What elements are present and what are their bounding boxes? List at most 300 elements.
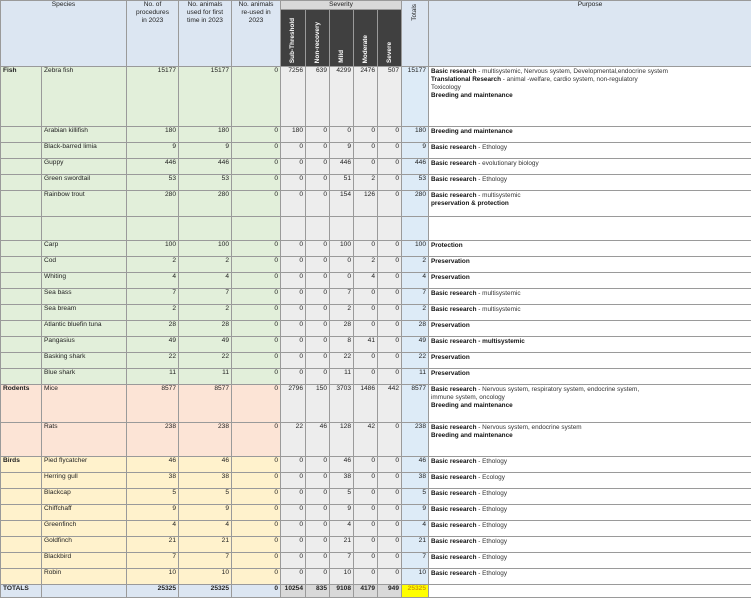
mild-cell: 154	[330, 191, 354, 217]
mild-cell: 446	[330, 159, 354, 175]
total-cell: 4	[402, 521, 429, 537]
total-cell: 53	[402, 175, 429, 191]
total-cell: 280	[402, 191, 429, 217]
moderate-cell: 0	[354, 305, 378, 321]
procedures-cell: 11	[127, 369, 179, 385]
purpose-lead: Basic research	[431, 68, 476, 75]
category-cell-empty	[1, 321, 42, 337]
sub-threshold-cell: 0	[281, 257, 306, 273]
severe-cell: 0	[378, 473, 402, 489]
non-recovery-cell: 0	[306, 569, 330, 585]
procedures-cell: 5	[127, 489, 179, 505]
category-cell-empty	[1, 353, 42, 369]
purpose-lead: Basic research	[431, 538, 476, 545]
total-cell: 446	[402, 159, 429, 175]
mild-cell: 2	[330, 305, 354, 321]
severe-cell: 0	[378, 505, 402, 521]
sub-threshold-cell: 0	[281, 337, 306, 353]
table-row	[1, 353, 751, 369]
purpose-cell	[429, 191, 751, 217]
total-cell: 15177	[402, 67, 429, 127]
species-cell: Black-barred limia	[42, 143, 127, 159]
purpose-cell	[429, 521, 751, 537]
purpose-line	[431, 424, 749, 432]
category-cell-empty	[1, 569, 42, 585]
purpose-detail: - Ethology	[476, 458, 507, 465]
purpose-lead: Basic research	[431, 490, 476, 497]
moderate-cell: 42	[354, 423, 378, 457]
purpose-lead: Preservation	[431, 322, 470, 329]
purpose-lead: Breeding and maintenance	[431, 128, 513, 135]
sub-threshold-cell: 0	[281, 143, 306, 159]
table-row	[1, 241, 751, 257]
sub-threshold-cell: 0	[281, 159, 306, 175]
mild-cell: 46	[330, 457, 354, 473]
purpose-lead: Basic research	[431, 424, 476, 431]
total-cell: 238	[402, 423, 429, 457]
category-cell-empty	[1, 553, 42, 569]
purpose-line	[431, 490, 749, 498]
purpose-detail: - multisystemic	[476, 306, 520, 313]
severe-cell: 0	[378, 353, 402, 369]
moderate-cell: 0	[354, 553, 378, 569]
moderate-cell: 0	[354, 369, 378, 385]
category-cell: Fish	[1, 67, 42, 127]
purpose-lead: Basic research	[431, 522, 476, 529]
first-time-cell: 2	[179, 305, 232, 321]
species-cell: Cod	[42, 257, 127, 273]
procedures-cell: 22	[127, 353, 179, 369]
reused-cell: 0	[232, 537, 281, 553]
purpose-cell	[429, 385, 751, 423]
table-row	[1, 553, 751, 569]
first-time-cell: 7	[179, 553, 232, 569]
non-recovery-cell	[306, 217, 330, 241]
non-recovery-cell: 0	[306, 321, 330, 337]
totals-non-recovery: 835	[306, 585, 330, 598]
purpose-cell	[429, 159, 751, 175]
purpose-cell	[429, 569, 751, 585]
severe-cell: 0	[378, 457, 402, 473]
non-recovery-cell: 0	[306, 257, 330, 273]
total-cell: 9	[402, 505, 429, 521]
mild-cell: 8	[330, 337, 354, 353]
non-recovery-cell: 0	[306, 337, 330, 353]
sub-threshold-cell	[281, 217, 306, 241]
sub-threshold-cell: 0	[281, 289, 306, 305]
purpose-line	[431, 200, 749, 208]
mild-cell: 0	[330, 273, 354, 289]
purpose-detail: - animal -welfare, cardio system, non-regulatory	[501, 76, 638, 83]
sub-threshold-cell: 0	[281, 353, 306, 369]
category-cell-empty	[1, 217, 42, 241]
moderate-cell: 2	[354, 175, 378, 191]
moderate-cell: 0	[354, 143, 378, 159]
moderate-cell: 2	[354, 257, 378, 273]
sub-threshold-cell: 0	[281, 321, 306, 337]
non-recovery-cell: 46	[306, 423, 330, 457]
mild-cell: 5	[330, 489, 354, 505]
sub-threshold-cell: 22	[281, 423, 306, 457]
purpose-detail: - multisystemic	[476, 290, 520, 297]
species-cell	[42, 217, 127, 241]
species-cell: Blue shark	[42, 369, 127, 385]
procedures-cell: 180	[127, 127, 179, 143]
severe-cell: 0	[378, 521, 402, 537]
purpose-header: Purpose	[429, 1, 751, 67]
species-cell: Arabian killifish	[42, 127, 127, 143]
species-cell: Atlantic bluefin tuna	[42, 321, 127, 337]
totals-grand-total: 25325	[402, 585, 429, 598]
total-cell: 180	[402, 127, 429, 143]
first-time-cell: 10	[179, 569, 232, 585]
first-time-cell: 21	[179, 537, 232, 553]
purpose-detail: - Ethology	[476, 506, 507, 513]
mild-cell: 4	[330, 521, 354, 537]
first-time-cell: 2	[179, 257, 232, 273]
first-time-cell: 9	[179, 505, 232, 521]
reused-cell: 0	[232, 127, 281, 143]
species-cell: Zebra fish	[42, 67, 127, 127]
procedures-cell: 446	[127, 159, 179, 175]
sub-threshold-cell: 0	[281, 273, 306, 289]
purpose-lead: Basic research	[431, 306, 476, 313]
reused-cell: 0	[232, 175, 281, 191]
moderate-cell: 4	[354, 273, 378, 289]
table-row	[1, 127, 751, 143]
category-cell-empty	[1, 537, 42, 553]
procedures-cell: 49	[127, 337, 179, 353]
non-recovery-cell: 0	[306, 305, 330, 321]
first-time-header: No. animals used for first time in 2023	[179, 1, 232, 67]
purpose-line	[431, 538, 749, 546]
purpose-cell	[429, 473, 751, 489]
moderate-cell: 0	[354, 473, 378, 489]
table-row	[1, 305, 751, 321]
procedures-cell: 2	[127, 257, 179, 273]
totals-sub-threshold: 10254	[281, 585, 306, 598]
category-cell-empty	[1, 143, 42, 159]
totals-procedures: 25325	[127, 585, 179, 598]
purpose-line	[431, 474, 749, 482]
mild-cell: 38	[330, 473, 354, 489]
non-recovery-cell: 0	[306, 353, 330, 369]
species-cell: Basking shark	[42, 353, 127, 369]
reused-cell: 0	[232, 305, 281, 321]
reused-cell: 0	[232, 505, 281, 521]
procedures-cell: 4	[127, 521, 179, 537]
purpose-cell	[429, 257, 751, 273]
purpose-line	[431, 68, 749, 76]
purpose-line	[431, 570, 749, 578]
non-recovery-cell: 0	[306, 537, 330, 553]
purpose-detail: - Nervous system, respiratory system, endocrine system,	[476, 386, 639, 393]
mild-cell: 10	[330, 569, 354, 585]
header-row	[1, 1, 751, 10]
first-time-cell: 15177	[179, 67, 232, 127]
severe-header: Severe	[378, 10, 402, 67]
procedures-cell: 280	[127, 191, 179, 217]
species-cell: Rats	[42, 423, 127, 457]
sub-threshold-cell: 0	[281, 537, 306, 553]
species-cell: Pied flycatcher	[42, 457, 127, 473]
species-cell: Sea bream	[42, 305, 127, 321]
procedures-cell: 38	[127, 473, 179, 489]
first-time-cell: 446	[179, 159, 232, 175]
table-row	[1, 337, 751, 353]
first-time-cell: 9	[179, 143, 232, 159]
reused-cell: 0	[232, 67, 281, 127]
category-cell-empty	[1, 489, 42, 505]
purpose-detail: - Ethology	[476, 176, 507, 183]
sub-threshold-cell: 0	[281, 473, 306, 489]
mild-cell: 7	[330, 289, 354, 305]
procedures-cell: 10	[127, 569, 179, 585]
severe-cell: 0	[378, 143, 402, 159]
total-cell: 28	[402, 321, 429, 337]
non-recovery-cell: 0	[306, 369, 330, 385]
non-recovery-cell: 0	[306, 289, 330, 305]
species-cell: Blackbird	[42, 553, 127, 569]
moderate-cell: 0	[354, 457, 378, 473]
purpose-lead: Breeding and maintenance	[431, 402, 513, 409]
reused-cell	[232, 217, 281, 241]
purpose-detail: - Ethology	[476, 554, 507, 561]
category-cell-empty	[1, 191, 42, 217]
category-cell-empty	[1, 369, 42, 385]
purpose-cell	[429, 143, 751, 159]
reused-cell: 0	[232, 457, 281, 473]
purpose-cell	[429, 289, 751, 305]
table-row	[1, 273, 751, 289]
species-cell: Blackcap	[42, 489, 127, 505]
moderate-cell: 0	[354, 521, 378, 537]
total-cell: 7	[402, 289, 429, 305]
first-time-cell: 46	[179, 457, 232, 473]
sub-threshold-cell: 0	[281, 175, 306, 191]
purpose-lead: Basic research	[431, 176, 476, 183]
mild-cell: 21	[330, 537, 354, 553]
first-time-cell: 4	[179, 521, 232, 537]
species-cell: Sea bass	[42, 289, 127, 305]
non-recovery-cell: 639	[306, 67, 330, 127]
moderate-cell: 0	[354, 489, 378, 505]
total-cell: 22	[402, 353, 429, 369]
non-recovery-cell: 0	[306, 143, 330, 159]
purpose-cell	[429, 337, 751, 353]
non-recovery-cell: 0	[306, 521, 330, 537]
reused-cell: 0	[232, 337, 281, 353]
category-cell-empty	[1, 273, 42, 289]
procedures-cell: 8577	[127, 385, 179, 423]
mild-header: Mild	[330, 10, 354, 67]
reused-cell: 0	[232, 423, 281, 457]
total-cell: 49	[402, 337, 429, 353]
sub-threshold-cell: 0	[281, 305, 306, 321]
reused-cell: 0	[232, 273, 281, 289]
severe-cell: 507	[378, 67, 402, 127]
purpose-cell	[429, 321, 751, 337]
table-row	[1, 257, 751, 273]
purpose-cell	[429, 175, 751, 191]
purpose-lead: Basic research	[431, 554, 476, 561]
purpose-cell	[429, 505, 751, 521]
mild-cell: 100	[330, 241, 354, 257]
moderate-cell: 0	[354, 159, 378, 175]
category-cell-empty	[1, 473, 42, 489]
procedures-cell: 15177	[127, 67, 179, 127]
severe-cell: 0	[378, 127, 402, 143]
species-cell: Greenfinch	[42, 521, 127, 537]
totals-row	[1, 585, 751, 598]
category-cell-empty	[1, 505, 42, 521]
first-time-cell: 180	[179, 127, 232, 143]
moderate-cell: 0	[354, 537, 378, 553]
purpose-cell	[429, 273, 751, 289]
species-cell: Whiting	[42, 273, 127, 289]
category-cell-empty	[1, 175, 42, 191]
totals-purpose-blank	[429, 585, 751, 598]
reused-cell: 0	[232, 191, 281, 217]
sub-threshold-cell: 2796	[281, 385, 306, 423]
purpose-line	[431, 192, 749, 200]
purpose-lead: Preservation	[431, 370, 470, 377]
totals-severe: 949	[378, 585, 402, 598]
reused-cell: 0	[232, 289, 281, 305]
purpose-lead: Breeding and maintenance	[431, 432, 513, 439]
severe-cell: 0	[378, 305, 402, 321]
category-cell-empty	[1, 127, 42, 143]
purpose-cell	[429, 241, 751, 257]
total-cell	[402, 217, 429, 241]
first-time-cell: 11	[179, 369, 232, 385]
category-cell-empty	[1, 241, 42, 257]
moderate-cell: 0	[354, 353, 378, 369]
severe-cell: 0	[378, 321, 402, 337]
purpose-cell	[429, 369, 751, 385]
purpose-lead: Basic research	[431, 506, 476, 513]
totals-reused: 0	[232, 585, 281, 598]
table-row	[1, 521, 751, 537]
mild-cell: 51	[330, 175, 354, 191]
sub-threshold-cell: 0	[281, 191, 306, 217]
total-cell: 21	[402, 537, 429, 553]
procedures-cell: 2	[127, 305, 179, 321]
table-row	[1, 369, 751, 385]
totals-moderate: 4179	[354, 585, 378, 598]
purpose-cell	[429, 217, 751, 241]
mild-cell: 9	[330, 505, 354, 521]
non-recovery-cell: 0	[306, 175, 330, 191]
species-cell: Mice	[42, 385, 127, 423]
procedures-cell: 7	[127, 553, 179, 569]
reused-cell: 0	[232, 353, 281, 369]
moderate-cell: 0	[354, 241, 378, 257]
sub-threshold-cell: 0	[281, 505, 306, 521]
purpose-line	[431, 522, 749, 530]
purpose-detail: - Ethology	[476, 538, 507, 545]
first-time-cell: 100	[179, 241, 232, 257]
species-cell: Herring gull	[42, 473, 127, 489]
table-row	[1, 321, 751, 337]
table-row	[1, 289, 751, 305]
mild-cell: 128	[330, 423, 354, 457]
category-cell-empty	[1, 521, 42, 537]
purpose-detail: immune system, oncology	[431, 394, 505, 401]
purpose-lead: Preservation	[431, 274, 470, 281]
purpose-detail: - Ethology	[476, 144, 507, 151]
purpose-line	[431, 506, 749, 514]
purpose-line	[431, 402, 749, 410]
category-cell-empty	[1, 423, 42, 457]
non-recovery-cell: 0	[306, 457, 330, 473]
moderate-header: Moderate	[354, 10, 378, 67]
mild-cell: 7	[330, 553, 354, 569]
purpose-line	[431, 394, 749, 402]
purpose-cell	[429, 67, 751, 127]
purpose-line	[431, 76, 749, 84]
first-time-cell: 8577	[179, 385, 232, 423]
reused-cell: 0	[232, 489, 281, 505]
purpose-line	[431, 322, 749, 330]
sub-threshold-header: Sub-Threshold	[281, 10, 306, 67]
category-cell: Birds	[1, 457, 42, 473]
mild-cell: 11	[330, 369, 354, 385]
totals-blank	[42, 585, 127, 598]
non-recovery-header: Non-recovery	[306, 10, 330, 67]
reused-cell: 0	[232, 369, 281, 385]
purpose-cell	[429, 489, 751, 505]
purpose-cell	[429, 553, 751, 569]
purpose-detail: - Ethology	[476, 570, 507, 577]
mild-cell: 0	[330, 257, 354, 273]
totals-label: TOTALS	[1, 585, 42, 598]
first-time-cell	[179, 217, 232, 241]
purpose-detail: - Ecology	[476, 474, 504, 481]
sub-threshold-cell: 0	[281, 489, 306, 505]
category-cell-empty	[1, 305, 42, 321]
purpose-line	[431, 128, 749, 136]
species-cell: Green swordtail	[42, 175, 127, 191]
purpose-line	[431, 160, 749, 168]
purpose-detail: - multisystemic, Nervous system, Developmental,endocrine system	[476, 68, 667, 75]
species-cell: Pangasius	[42, 337, 127, 353]
first-time-cell: 49	[179, 337, 232, 353]
procedures-cell: 28	[127, 321, 179, 337]
procedures-cell: 9	[127, 143, 179, 159]
severe-cell: 0	[378, 241, 402, 257]
severe-cell: 0	[378, 369, 402, 385]
total-cell: 38	[402, 473, 429, 489]
reused-cell: 0	[232, 521, 281, 537]
table-row	[1, 143, 751, 159]
purpose-cell	[429, 537, 751, 553]
table-row	[1, 175, 751, 191]
non-recovery-cell: 150	[306, 385, 330, 423]
severe-cell: 0	[378, 553, 402, 569]
purpose-detail: - Ethology	[476, 490, 507, 497]
table-row	[1, 457, 751, 473]
severe-cell: 0	[378, 175, 402, 191]
sub-threshold-cell: 180	[281, 127, 306, 143]
sub-threshold-cell: 0	[281, 241, 306, 257]
severe-cell: 0	[378, 257, 402, 273]
procedures-cell: 21	[127, 537, 179, 553]
total-cell: 100	[402, 241, 429, 257]
purpose-cell	[429, 353, 751, 369]
purpose-line	[431, 554, 749, 562]
procedures-header: No. of procedures in 2023	[127, 1, 179, 67]
